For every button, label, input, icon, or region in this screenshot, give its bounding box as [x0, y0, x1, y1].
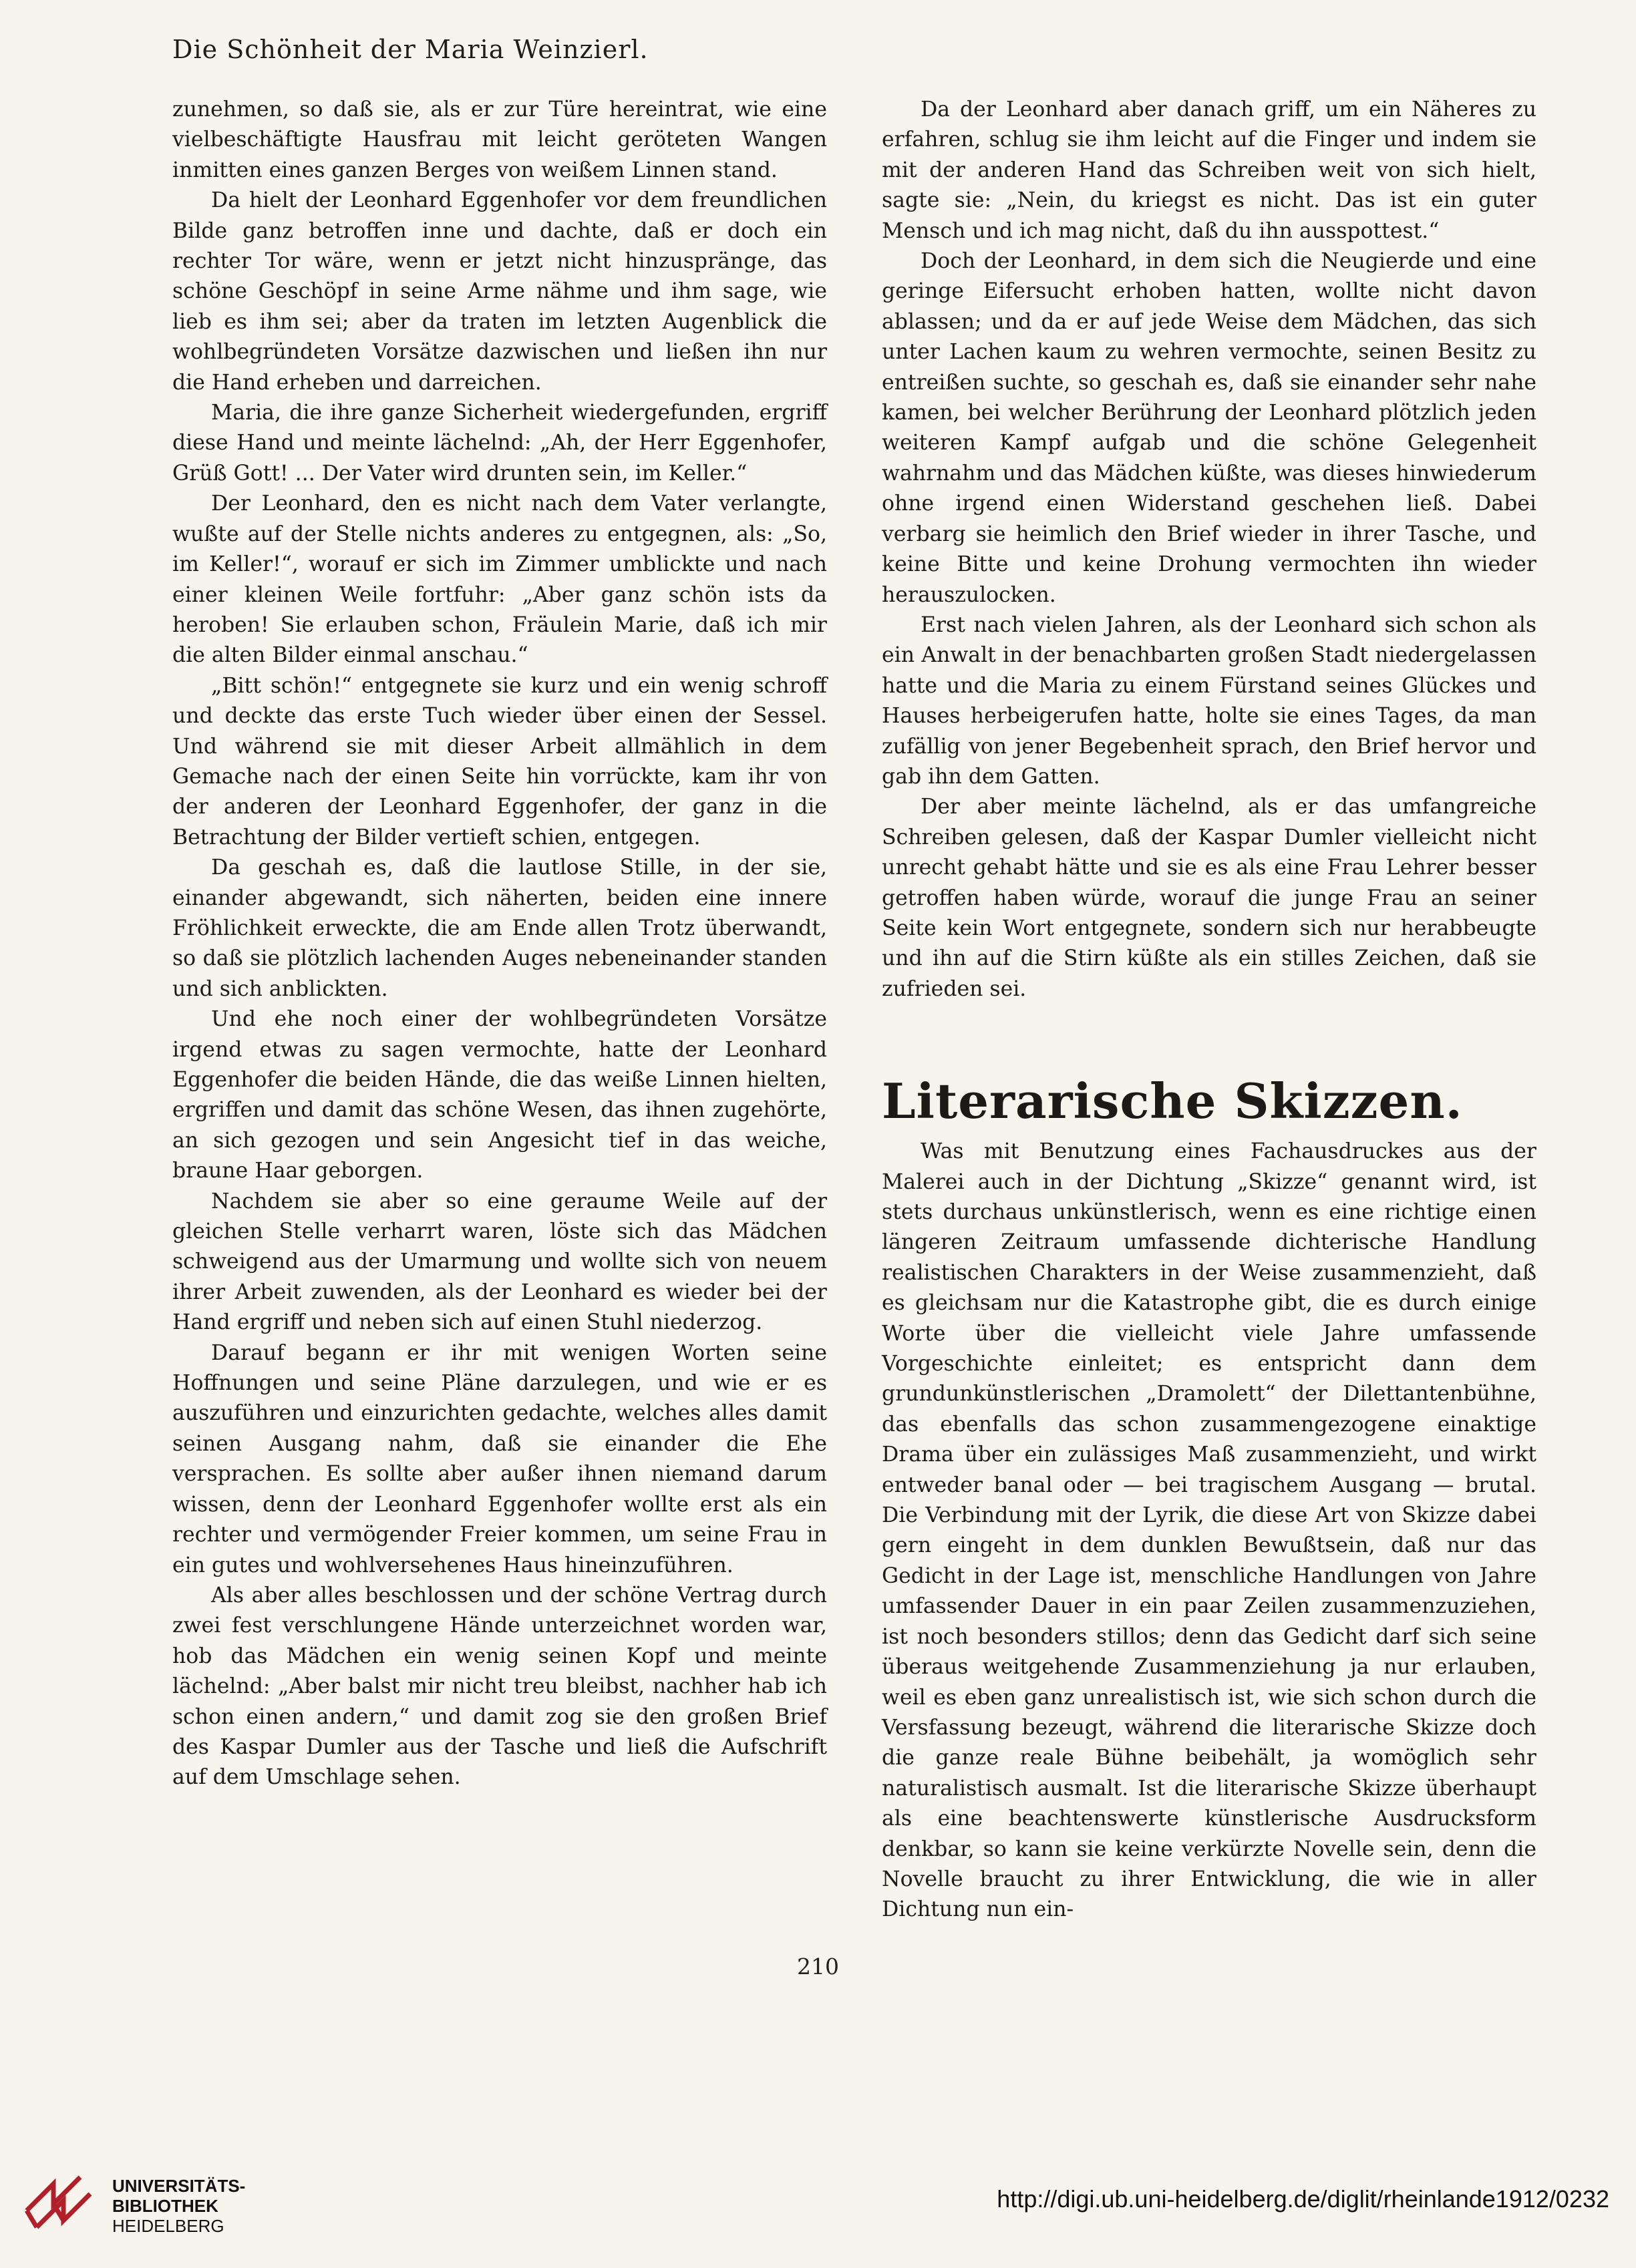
library-line: UNIVERSITÄTS- [112, 2176, 246, 2196]
running-head: Die Schönheit der Maria Weinzierl. [172, 35, 649, 64]
paragraph: Doch der Leonhard, in dem sich die Neugierde und eine geringe Eifersucht erhoben hatten, wollte nicht davon ablassen; und da er auf jede Weise dem Mädchen, das sich unter Lachen kaum zu wehren vermochte, seinen Besitz zu entreißen suchte, so geschah es, daß sie einander sehr nahe kamen, bei welcher Berührung der Leonhard plötzlich jeden weiteren Kampf aufgab und die schöne Gelegenheit wahrnahm und das Mädchen küßte, was dieses hinwiederum ohne irgend einen Widerstand geschehen ließ. Dabei verbarg sie heimlich den Brief wieder in ihrer Tasche, und keine Bitte und keine Drohung vermochten ihn wieder herauszulocken. [882, 249, 1536, 607]
source-url-link[interactable]: http://digi.ub.uni-heidelberg.de/diglit/rheinlande1912/0232 [997, 2185, 1609, 2213]
paragraph: Da der Leonhard aber danach griff, um ein Näheres zu erfahren, schlug sie ihm leicht auf die Finger und indem sie mit der anderen Hand das Schreiben weit von sich hielt, sagte sie: „Nein, du kriegst es nicht. Das ist ein guter Mensch und ich mag nicht, daß du ihn ausspottest.“ [882, 98, 1536, 243]
paragraph: Der aber meinte lächelnd, als er das umfangreiche Schreiben gelesen, daß der Kaspar Dumler vielleicht nicht unrecht gehabt hätte und sie es als eine Frau Lehrer besser getroffen haben würde, worauf die junge Frau an seiner Seite kein Wort entgegnete, sondern sich nur herabbeugte und ihn auf die Stirn küßte als ein stilles Zeichen, daß sie zufrieden sei. [882, 795, 1536, 1001]
section-heading: Literarische Skizzen. [882, 1073, 1463, 1130]
paragraph: Nachdem sie aber so eine geraume Weile auf der gleichen Stelle verharrt waren, löste sich das Mädchen schweigend aus der Umarmung und wollte sich von neuem ihrer Arbeit zuwenden, als der Leonhard es wieder bei der Hand ergriff und neben sich auf einen Stuhl niederzog. [172, 1189, 827, 1335]
paragraph: Darauf begann er ihr mit wenigen Worten seine Hoffnungen und seine Pläne darzulegen, und wie er es auszuführen und einzurichten gedachte, welches alles damit seinen Ausgang nahm, daß sie einander die Ehe versprachen. Es sollte aber außer ihnen niemand darum wissen, denn der Leonhard Eggenhofer wollte erst als ein rechter und vermögender Freier kommen, um seine Frau in ein gutes und wohlversehenes Haus hineinzuführen. [172, 1340, 827, 1577]
paragraph: Da hielt der Leonhard Eggenhofer vor dem freundlichen Bilde ganz betroffen inne und dachte, daß er doch ein rechter Tor wäre, wenn er jetzt nicht hinzuspränge, das schöne Geschöpf in seine Arme nähme und ihm sage, wie lieb es ihm sei; aber da traten im letzten Augenblick die wohlbegründeten Vorsätze dazwischen und ließen ihn nur die Hand erheben und darreichen. [172, 188, 827, 395]
paragraph: Als aber alles beschlossen und der schöne Vertrag durch zwei fest verschlungene Hände unterzeichnet worden war, hob das Mädchen ein wenig seinen Kopf und meinte lächelnd: „Aber balst mir nicht treu bleibst, nachher hab ich schon einen andern,“ und damit zog sie den großen Brief des Kaspar Dumler aus der Tasche und ließ die Aufschrift auf dem Umschlage sehen. [172, 1583, 827, 1790]
right-column [882, 95, 1536, 1925]
paragraph: Da geschah es, daß die lautlose Stille, in der sie, einander abgewandt, sich näherten, beiden eine innere Fröhlichkeit erweckte, die am Ende allen Trotz überwandt, so daß sie plötzlich lachenden Auges nebeneinander standen und sich anblickten. [172, 856, 827, 1001]
library-line: HEIDELBERG [112, 2216, 224, 2236]
page-number: 210 [797, 1953, 839, 1979]
paragraph: Der Leonhard, den es nicht nach dem Vater verlangte, wußte auf der Stelle nichts anderes zu entgegnen, als: „So, im Keller!“, worauf er sich im Zimmer umblickte und nach einer kleinen Weile fortfuhr: „Aber ganz schön ists da heroben! Sie erlauben schon, Fräulein Marie, daß ich mir die alten Bilder einmal anschau.“ [172, 492, 827, 668]
library-name [112, 2176, 245, 2236]
paragraph: Und ehe noch einer der wohlbegründeten Vorsätze irgend etwas zu sagen vermochte, hatte der Leonhard Eggenhofer die beiden Hände, die das weiße Linnen hielten, ergriffen und damit das schöne Wesen, das ihnen zugehörte, an sich gezogen und sein Angesicht tief in das weiche, braune Haar geborgen. [172, 1007, 827, 1183]
paragraph: Maria, die ihre ganze Sicherheit wiedergefunden, ergriff diese Hand und meinte lächelnd: „Ah, der Herr Eggenhofer, Grüß Gott! ... Der Vater wird drunten sein, im Keller.“ [172, 401, 827, 486]
library-logo-icon [20, 2164, 100, 2244]
paragraph: zunehmen, so daß sie, als er zur Türe hereintrat, wie eine vielbeschäftigte Hausfrau mit leicht geröteten Wangen inmitten eines ganzen Berges von weißem Linnen stand. [172, 98, 827, 182]
paragraph: Erst nach vielen Jahren, als der Leonhard sich schon als ein Anwalt in der benachbarten großen Stadt niedergelassen hatte und die Maria zu einem Fürstand seines Glückes und Hauses herbeigerufen hatte, holte sie eines Tages, da man zufällig von jener Begebenheit sprach, den Brief hervor und gab ihn dem Gatten. [882, 612, 1536, 789]
paragraph: „Bitt schön!“ entgegnete sie kurz und ein wenig schroff und deckte das erste Tuch wieder über einen der Sessel. Und während sie mit dieser Arbeit allmählich in dem Gemache nach der einen Seite hin vorrückte, kam ihr von der anderen der Leonhard Eggenhofer, der ganz in die Betrachtung der Bilder vertieft schien, entgegen. [172, 673, 827, 849]
paragraph: Was mit Benutzung eines Fachausdruckes aus der Malerei auch in der Dichtung „Skizze“ genannt wird, ist stets durchaus unkünstlerisch, wenn es eine richtige einen längeren Zeitraum umfassende dichterische Handlung realistischen Charakters in der Weise zusammenzieht, daß es gleichsam nur die Katastrophe gibt, die es durch einige Worte über die vielleicht viele Jahre umfassende Vorgeschichte einleitet; es entspricht dann dem grundunkünstlerischen „Dramolett“ der Dilettantenbühne, das ebenfalls das schon zusammengezogene einaktige Drama über ein zulässiges Maß zusammenzieht, und wirkt entweder banal oder — bei tragischem Ausgang — brutal. Die Verbindung mit der Lyrik, die diese Art von Skizze dabei gern eingeht in dem dunklen Bewußtsein, daß nur das Gedicht in der Lage ist, menschliche Handlungen von Jahre umfassender Dauer in ein paar Zeilen zusammenzuziehen, ist noch besonders stillos; denn das Gedicht darf sich seine überaus weitgehende Zusammenziehung ja nur erlauben, weil es eben ganz unrealistisch ist, wie sich schon durch die Versfassung bezeugt, während die literarische Skizze doch die ganze reale Bühne beibehält, ja womöglich sehr naturalistisch ausmalt. Ist die literarische Skizze überhaupt als eine beachtenswerte künstlerische Ausdrucksform denkbar, so kann sie keine verkürzte Novelle sein, denn die Novelle braucht zu ihrer Entwicklung, die wie in aller Dichtung nun ein- [882, 1139, 1536, 1922]
left-column [172, 95, 827, 1793]
library-line: BIBLIOTHEK [112, 2196, 218, 2216]
